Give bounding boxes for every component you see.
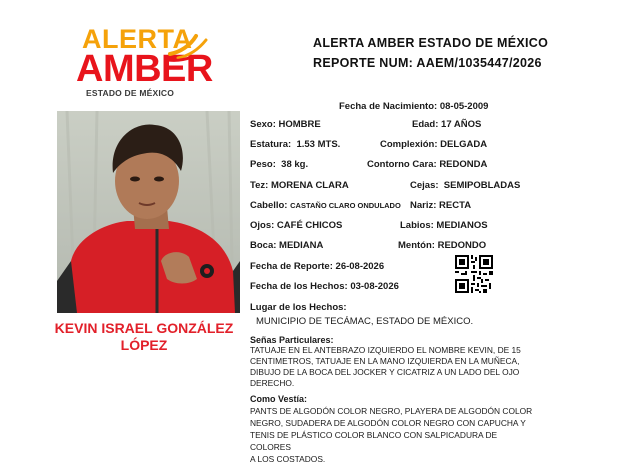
logo-subtitle: ESTADO DE MÉXICO — [86, 88, 175, 98]
event-date-value: 03-08-2026 — [350, 281, 399, 292]
build-label: Complexión: — [380, 139, 438, 150]
birth-date-value: 08-05-2009 — [439, 101, 489, 112]
lips-label: Labios: — [400, 220, 434, 231]
qr-code-icon[interactable] — [455, 255, 493, 293]
brows-label: Cejas: — [410, 180, 439, 191]
clothes-line: A LOS COSTADOS. — [250, 454, 326, 464]
height-row — [250, 139, 340, 150]
skin-value: MORENA CLARA — [270, 180, 349, 191]
report-date-label: Fecha de Reporte: — [250, 261, 333, 272]
place-label: Lugar de los Hechos: — [250, 302, 347, 313]
marks-line: TATUAJE EN EL ANTEBRAZO IZQUIERDO EL NOMBRE KEVIN, DE 15 — [250, 345, 521, 355]
event-date-label: Fecha de los Hechos: — [250, 281, 348, 292]
mouth-value: MEDIANA — [279, 240, 324, 251]
age-row — [412, 119, 481, 130]
person-name-line2: LÓPEZ — [120, 337, 168, 353]
sex-label: Sexo: — [250, 119, 276, 130]
event-date-row — [250, 281, 399, 292]
weight-row — [250, 159, 308, 170]
build-row — [380, 139, 487, 150]
logo-amber-text: AMBER — [76, 48, 213, 90]
logo-wave-icon — [166, 32, 210, 64]
bulletin-title: ALERTA AMBER ESTADO DE MÉXICO — [313, 36, 549, 50]
face-label: Contorno Cara: — [367, 159, 437, 170]
lips-value: MEDIANOS — [436, 220, 488, 231]
mouth-label: Boca: — [250, 240, 277, 251]
skin-row — [250, 180, 349, 191]
alerta-amber-logo — [70, 24, 220, 104]
clothes-line: PANTS DE ALGODÓN COLOR NEGRO, PLAYERA DE ALGODÓN COLOR — [250, 406, 533, 416]
hair-row — [250, 200, 401, 211]
skin-label: Tez: — [250, 180, 269, 191]
nose-row — [410, 200, 471, 211]
chin-label: Mentón: — [398, 240, 435, 251]
weight-value: 38 kg. — [281, 159, 309, 170]
clothes-line: TENIS DE PLÁSTICO COLOR BLANCO CON SALPICADURA DE COLORES — [250, 430, 498, 452]
lips-row — [400, 220, 488, 231]
report-date-value: 26-08-2026 — [335, 261, 385, 272]
missing-person-photo — [57, 111, 240, 313]
clothes-line: NEGRO, SUDADERA DE ALGODÓN COLOR NEGRO CON CAPUCHA Y — [250, 418, 526, 428]
eyes-label: Ojos: — [250, 220, 275, 231]
logo-alerta-text: ALERTA — [82, 24, 193, 54]
height-label: Estatura: — [250, 139, 292, 150]
marks-line: CENTIMETROS, TATUAJE EN LA MANO IZQUIERDA EN LA MUÑECA, — [250, 356, 520, 366]
brows-value: SEMIPOBLADAS — [443, 180, 521, 191]
birth-date-label: Fecha de Nacimiento: — [339, 101, 438, 112]
height-value: 1.53 MTS. — [296, 139, 341, 150]
birth-date-row — [339, 101, 488, 112]
hair-value: CASTAÑO CLARO ONDULADO — [290, 201, 401, 210]
eyes-value: CAFÉ CHICOS — [276, 220, 343, 231]
face-row — [367, 159, 487, 170]
clothes-label: Como Vestía: — [250, 394, 308, 404]
marks-label: Señas Particulares: — [250, 335, 334, 345]
marks-line: DIBUJO DE LA BOCA DEL JOCKER Y CICATRIZ A UN LADO DEL OJO — [250, 367, 520, 377]
age-value: 17 AÑOS — [441, 119, 482, 130]
mouth-row — [250, 240, 323, 251]
report-date-row — [250, 261, 384, 272]
place-value: MUNICIPIO DE TECÁMAC, ESTADO DE MÉXICO. — [256, 316, 474, 327]
weight-label: Peso: — [250, 159, 276, 170]
person-name-line1: KEVIN ISRAEL GONZÁLEZ — [54, 320, 234, 336]
brows-row — [410, 180, 520, 191]
marks-text — [250, 345, 540, 389]
clothes-text — [250, 405, 540, 465]
hair-label: Cabello: — [250, 200, 288, 211]
marks-line: DERECHO. — [250, 378, 295, 388]
sex-row — [250, 119, 321, 130]
chin-row — [398, 240, 486, 251]
sex-value: HOMBRE — [278, 119, 321, 130]
nose-label: Nariz: — [410, 200, 437, 211]
report-number: REPORTE NUM: AAEM/1035447/2026 — [313, 56, 542, 70]
eyes-row — [250, 220, 342, 231]
person-photo-image — [57, 111, 240, 313]
build-value: DELGADA — [440, 139, 488, 150]
face-value: REDONDA — [439, 159, 488, 170]
age-label: Edad: — [412, 119, 439, 130]
nose-value: RECTA — [439, 200, 472, 211]
chin-value: REDONDO — [437, 240, 487, 251]
